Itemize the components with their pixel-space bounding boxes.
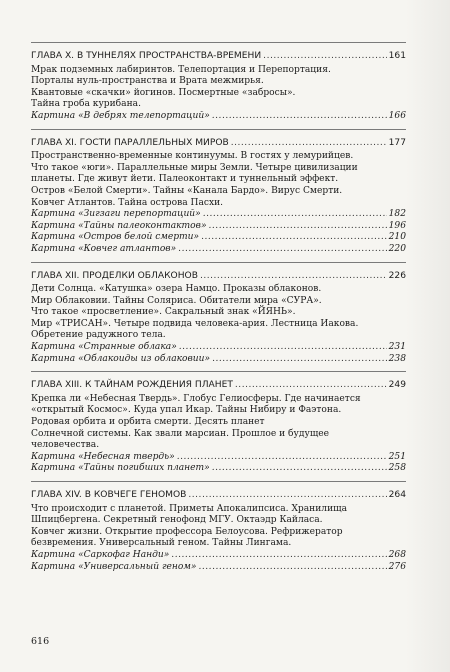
chapter-11 <box>31 138 406 256</box>
picture-page: 210 <box>388 232 406 243</box>
picture-title: Картина «Саркофаг Нанди» <box>31 549 170 560</box>
description-line: Обретение радужного тела. <box>31 330 166 341</box>
table-of-contents <box>31 36 406 573</box>
picture-page: 268 <box>388 549 406 560</box>
picture-title: Картина «Тайны палеоконтактов» <box>31 220 207 231</box>
picture-title: Картина «Странные облака» <box>31 342 177 353</box>
picture-entry[interactable] <box>31 452 406 464</box>
chapter-10 <box>31 51 406 123</box>
picture-entry[interactable] <box>31 232 406 244</box>
leader-dots <box>203 209 387 221</box>
chapter-12 <box>31 271 406 366</box>
chapter-description <box>31 151 406 209</box>
picture-entry[interactable] <box>31 463 406 475</box>
description-line: Тайна гроба курибана. <box>31 99 141 110</box>
picture-page: 258 <box>388 463 406 474</box>
picture-title: Картина «В дебрях телепортаций» <box>31 110 210 121</box>
picture-title: Картина «Облакоиды из облаковии» <box>31 353 211 364</box>
chapter-page: 161 <box>388 51 406 61</box>
chapter-title: ГЛАВА XI. ГОСТИ ПАРАЛЛЕЛЬНЫХ МИРОВ <box>31 137 229 148</box>
picture-title: Картина «Небесная твердь» <box>31 451 175 462</box>
chapter-heading[interactable] <box>31 271 406 283</box>
description-line: Что такое «юги». Параллельные миры Земли. Четыре цивилизации <box>31 162 358 173</box>
chapter-title: ГЛАВА XIV. В КОВЧЕГЕ ГЕНОМОВ <box>31 490 187 500</box>
description-line: Мир «ТРИСАН». Четыре подвида человека-ария. Лестница Иакова. <box>31 318 359 329</box>
description-line: Мрак подземных лабиринтов. Телепортация и Перепортация. <box>31 64 331 75</box>
description-line: Шпицбергена. Секретный генофонд МГУ. Октаэдр Кайласа. <box>31 515 323 526</box>
description-line: Ковчег жизни. Открытие профессора Белоусова. Рефрижератор <box>31 526 343 537</box>
chapter-14 <box>31 490 406 573</box>
picture-entry[interactable] <box>31 244 406 256</box>
picture-entry[interactable] <box>31 209 406 221</box>
leader-dots <box>212 463 387 475</box>
description-line: Ковчег Атлантов. Тайна острова Пасхи. <box>31 197 224 208</box>
leader-dots <box>209 221 387 233</box>
picture-title: Картина «Ковчег атлантов» <box>31 243 177 254</box>
picture-title: Картина «Универсальный геном» <box>31 561 197 572</box>
picture-page: 166 <box>388 110 406 121</box>
description-line: безвремения. Универсальный геном. Тайны Лингама. <box>31 538 292 549</box>
page-edge-shadow <box>406 0 450 672</box>
description-line: Солнечной системы. Как звали марсиан. Прошлое и будущее <box>31 428 330 439</box>
chapter-description <box>31 504 406 550</box>
picture-title: Картина «Остров белой смерти» <box>31 232 200 243</box>
description-line: Что происходит с планетой. Приметы Апокалипсиса. Хранилища <box>31 503 348 514</box>
chapter-description <box>31 65 406 111</box>
picture-entry[interactable] <box>31 354 406 366</box>
section-divider <box>31 262 406 263</box>
section-divider <box>31 481 406 482</box>
leader-dots <box>178 244 386 256</box>
picture-entry[interactable] <box>31 342 406 354</box>
leader-dots <box>200 271 387 283</box>
description-line: планеты. Где живут йети. Палеоконтакт и туннельный эффект. <box>31 174 339 185</box>
page-number: 616 <box>31 636 50 647</box>
description-line: Что такое «просветление». Сакральный знак «ЙЯНЬ». <box>31 307 296 318</box>
description-line: Квантовые «скачки» йогинов. Посмертные «забросы». <box>31 87 296 98</box>
description-line: Мир Облаковии. Тайны Соляриса. Обитатели мира «СУРА». <box>31 295 322 306</box>
leader-dots <box>231 138 387 150</box>
picture-page: 251 <box>388 451 406 462</box>
description-line: «открытый Космос». Куда упал Икар. Тайны Нибиру и Фаэтона. <box>31 405 342 416</box>
picture-page: 238 <box>388 353 406 364</box>
picture-page: 196 <box>388 220 406 231</box>
description-line: Порталы нуль-пространства и Врата межмирья. <box>31 76 264 87</box>
description-line: Дети Солнца. «Катушка» озера Намцо. Проказы облаконов. <box>31 284 322 295</box>
chapter-heading[interactable] <box>31 51 406 63</box>
description-line: Остров «Белой Смерти». Тайны «Канала Бардо». Вирус Смерти. <box>31 185 343 196</box>
picture-page: 231 <box>388 342 406 353</box>
description-line: Пространственно-временные континуумы. В гостях у лемурийцев. <box>31 151 354 162</box>
leader-dots <box>235 380 387 392</box>
picture-entry[interactable] <box>31 550 406 562</box>
picture-page: 276 <box>388 561 406 572</box>
chapter-title: ГЛАВА XIII. К ТАЙНАМ РОЖДЕНИЯ ПЛАНЕТ <box>31 380 233 391</box>
chapter-title: ГЛАВА X. В ТУННЕЛЯХ ПРОСТРАНСТВА-ВРЕМЕНИ <box>31 51 262 61</box>
chapter-heading[interactable] <box>31 138 406 150</box>
picture-page: 182 <box>388 209 406 220</box>
leader-dots <box>177 452 387 464</box>
chapter-heading[interactable] <box>31 490 406 502</box>
picture-page: 220 <box>388 243 406 254</box>
picture-entry[interactable] <box>31 562 406 574</box>
picture-entry[interactable] <box>31 111 406 123</box>
picture-entry[interactable] <box>31 221 406 233</box>
description-line: Крепка ли «Небесная Твердь». Глобус Гелиосферы. Где начинается <box>31 393 361 404</box>
chapter-page: 249 <box>388 380 406 391</box>
leader-dots <box>201 232 387 244</box>
chapter-description <box>31 394 406 452</box>
section-divider <box>31 371 406 372</box>
leader-dots <box>188 490 386 502</box>
picture-title: Картина «Тайны погибших планет» <box>31 463 210 474</box>
chapter-heading[interactable] <box>31 380 406 392</box>
section-divider <box>31 42 406 43</box>
leader-dots <box>199 562 387 574</box>
chapter-page: 264 <box>388 490 406 500</box>
chapter-page: 177 <box>388 137 406 148</box>
description-line: человечества. <box>31 440 100 451</box>
chapter-13 <box>31 380 406 475</box>
chapter-title: ГЛАВА XII. ПРОДЕЛКИ ОБЛАКОНОВ <box>31 270 198 281</box>
chapter-page: 226 <box>388 270 406 281</box>
leader-dots <box>179 342 387 354</box>
picture-title: Картина «Зигзаги перепортаций» <box>31 209 201 220</box>
leader-dots <box>171 550 386 562</box>
chapter-description <box>31 284 406 342</box>
section-divider <box>31 129 406 130</box>
leader-dots <box>212 354 387 366</box>
description-line: Родовая орбита и орбита смерти. Десять планет <box>31 417 265 428</box>
leader-dots <box>263 51 386 63</box>
leader-dots <box>212 111 387 123</box>
